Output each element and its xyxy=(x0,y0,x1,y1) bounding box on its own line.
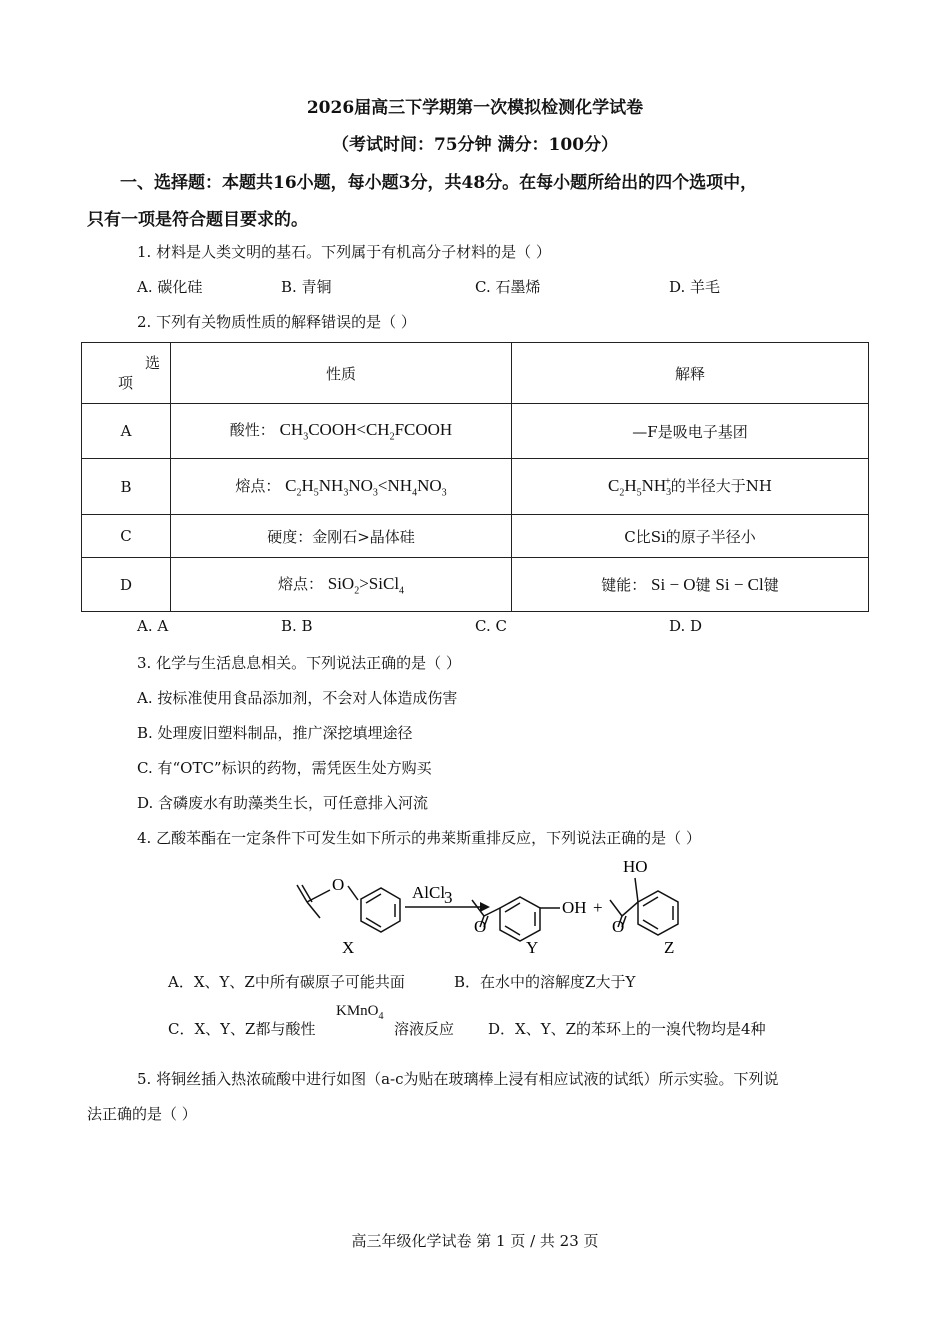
q5-stem-line2: 法正确的是（ ） xyxy=(87,1105,197,1123)
label-z: Z xyxy=(664,938,675,957)
q2-option-c: C. C xyxy=(475,617,507,635)
q2-stem: 2. 下列有关物质性质的解释错误的是（ ） xyxy=(137,313,416,331)
q1-option-b: B. 青铜 xyxy=(281,278,332,296)
chem-formula: $CH_3COOH<CH_2FCOOH$ xyxy=(279,420,453,443)
q2-table xyxy=(81,342,869,612)
q1-option-a: A. 碳化硅 xyxy=(137,278,203,296)
header-explanation: 解释 xyxy=(512,343,869,404)
row-b-property: 熔点： $C_2H_5NH_3NO_3<NH_4NO_3$ xyxy=(171,459,512,515)
q5-stem-line1: 5. 将铜丝插入热浓硫酸中进行如图（a-c为贴在玻璃棒上浸有相应试液的试纸）所示实验。下列说 xyxy=(137,1070,779,1088)
q2-option-b: B. B xyxy=(281,617,313,635)
table-header-row xyxy=(82,343,869,404)
header-option-cell xyxy=(82,343,171,404)
q3-option-d: D. 含磷废水有助藻类生长，可任意排入河流 xyxy=(137,794,429,812)
header-option-bottom: 项 xyxy=(118,374,134,392)
row-b-option: B xyxy=(82,459,171,515)
hydroxyl-z: HO xyxy=(623,857,648,876)
section-heading-line2: 只有一项是符合题目要求的。 xyxy=(87,210,308,230)
row-b-explanation: $C_2H_5NH_3^+$的半径大于NH xyxy=(512,459,869,515)
q3-stem: 3. 化学与生活息息相关。下列说法正确的是（ ） xyxy=(137,654,461,672)
carbonyl-oxygen-z: O xyxy=(612,917,625,936)
ester-oxygen: O xyxy=(332,875,345,894)
label-x: X xyxy=(342,938,355,957)
q1-option-c: C. 石墨烯 xyxy=(475,278,541,296)
bond xyxy=(297,885,307,902)
row-c-property: 硬度：金刚石>晶体硅 xyxy=(171,515,512,558)
row-a-explanation: —F是吸电子基团 xyxy=(512,404,869,459)
chem-formula: $C_2H_5NH_3NO_3<NH_4NO_3$ xyxy=(285,475,447,499)
carbonyl-oxygen-y: O xyxy=(474,917,487,936)
table-row xyxy=(82,459,869,515)
page-subtitle: （考试时间：75分钟 满分：100分） xyxy=(331,135,619,155)
row-d-property: 熔点： SiO$_2$>SiCl$_4$ xyxy=(171,558,512,612)
chem-formula: SiO$_2$>SiCl$_4$ xyxy=(327,573,405,597)
row-c-option: C xyxy=(82,515,171,558)
q4-option-d: D．X、Y、Z的苯环上的一溴代物均是4种 xyxy=(488,1020,766,1038)
table-row xyxy=(82,515,869,558)
fries-rearrangement-diagram xyxy=(280,850,720,960)
q2-option-d: D. D xyxy=(669,617,703,635)
table-row xyxy=(82,404,869,459)
q1-option-d: D. 羊毛 xyxy=(669,278,721,296)
q4-stem: 4. 乙酸苯酯在一定条件下可发生如下所示的弗莱斯重排反应，下列说法正确的是（ ） xyxy=(137,829,701,847)
row-a-property: 酸性： $CH_3COOH<CH_2FCOOH$ xyxy=(171,404,512,459)
arrow-head xyxy=(480,902,490,912)
row-c-explanation: C比Si的原子半径小 xyxy=(512,515,869,558)
q4-option-a: A．X、Y、Z中所有碳原子可能共面 xyxy=(168,973,405,991)
reagent-subscript: 3 xyxy=(444,888,453,907)
q1-stem: 1. 材料是人类文明的基石。下列属于有机高分子材料的是（ ） xyxy=(137,243,551,261)
plus-sign: + xyxy=(593,898,603,917)
page-footer: 高三年级化学试卷 第 1 页 / 共 23 页 xyxy=(351,1232,599,1250)
q4-option-c-part2: 溶液反应 xyxy=(394,1020,455,1038)
q4-option-c-part1: C．X、Y、Z都与酸性 xyxy=(168,1020,316,1038)
section-heading-line1: 一、选择题：本题共16小题，每小题3分，共48分。在每小题所给出的四个选项中， xyxy=(120,173,758,193)
table-row xyxy=(82,558,869,612)
q3-option-b: B. 处理废旧塑料制品，推广深挖填埋途径 xyxy=(137,724,413,742)
bond xyxy=(307,890,330,902)
row-d-option: D xyxy=(82,558,171,612)
row-d-explanation: 键能： Si − O键 Si − Cl键 xyxy=(512,558,869,612)
header-option-top: 选 xyxy=(144,354,160,372)
header-property: 性质 xyxy=(171,343,512,404)
kmno4-formula: KMnO$_4$ xyxy=(336,1003,384,1022)
label-y: Y xyxy=(526,938,539,957)
q4-option-b: B．在水中的溶解度Z大于Y xyxy=(454,973,636,991)
page-title: 2026届高三下学期第一次模拟检测化学试卷 xyxy=(306,98,644,118)
bond xyxy=(307,902,320,918)
bond xyxy=(348,886,358,900)
chem-formula: $C_2H_5NH_3^+$ xyxy=(607,475,672,499)
q3-option-c: C. 有“OTC”标识的药物，需凭医生处方购买 xyxy=(137,759,432,777)
hydroxyl-y: OH xyxy=(562,898,587,917)
q2-option-a: A. A xyxy=(137,617,169,635)
reagent-label: AlCl xyxy=(412,883,446,902)
q3-option-a: A. 按标准使用食品添加剂，不会对人体造成伤害 xyxy=(137,689,458,707)
row-a-option: A xyxy=(82,404,171,459)
